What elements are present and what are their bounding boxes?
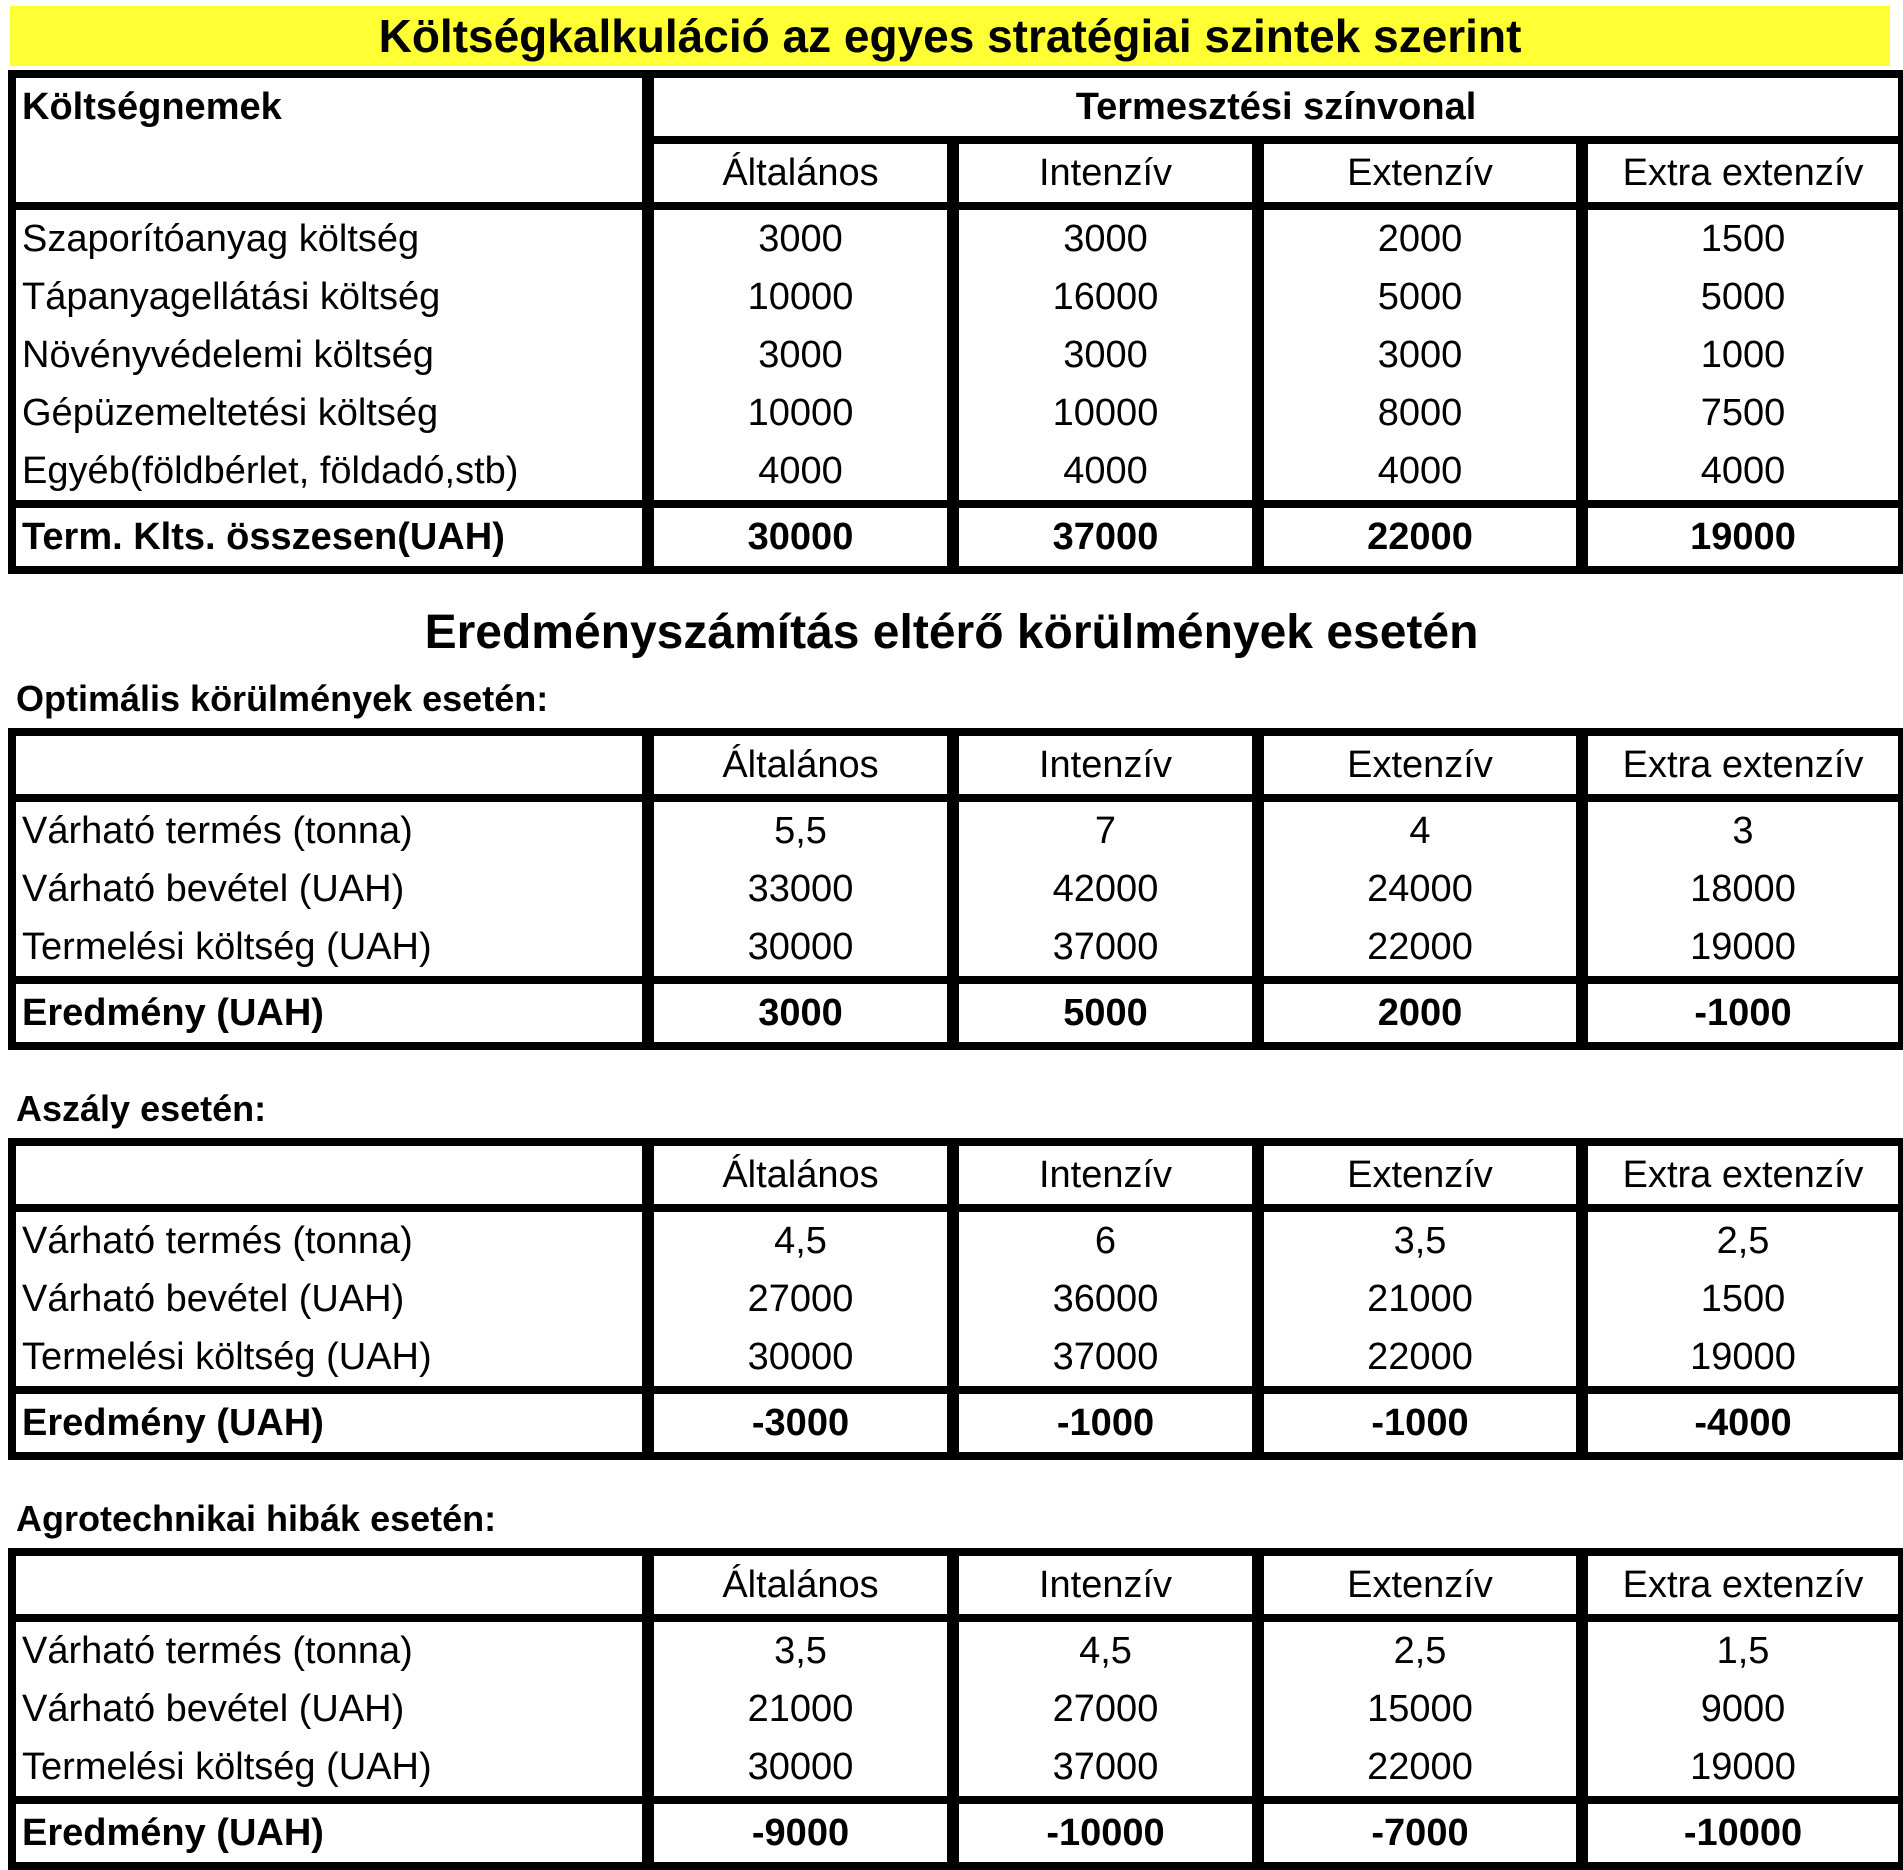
row-label: Várható bevétel (UAH) (22, 1278, 405, 1320)
cell-value: 3000 (1258, 326, 1582, 384)
results-heading: Eredményszámítás eltérő körülmények esetén (424, 606, 1479, 659)
cell-value: 4000 (1258, 442, 1582, 504)
table-row (12, 384, 1902, 442)
cell-value: -9000 (648, 1800, 953, 1866)
group-header: Termesztési színvonal (648, 74, 1902, 140)
cell-value: -1000 (1258, 1390, 1582, 1456)
result-row (12, 1390, 1902, 1456)
cell-value: -4000 (1582, 1390, 1902, 1456)
cell-value: 2000 (1258, 206, 1582, 268)
row-label: Term. Klts. összesen(UAH) (12, 504, 648, 570)
column-header: Extra extenzív (1582, 732, 1902, 798)
scenario-caption: Optimális körülmények esetén: (16, 678, 549, 719)
cell-value: 9000 (1582, 1680, 1902, 1738)
page-title: Költségkalkuláció az egyes stratégiai szintek szerint (10, 6, 1890, 66)
row-label: Szaporítóanyag költség (12, 206, 648, 268)
table-row (12, 918, 1902, 980)
cell-value: 4000 (953, 442, 1258, 504)
scenario-caption: Aszály esetén: (16, 1088, 267, 1129)
cell-value: -10000 (953, 1800, 1258, 1866)
column-header: Extenzív (1258, 1142, 1582, 1208)
cell-value: 3000 (648, 980, 953, 1046)
row-label: Várható termés (tonna) (12, 1618, 648, 1680)
cell-value: 30000 (648, 1738, 953, 1800)
cell-value: 6 (953, 1208, 1258, 1270)
cell-value: 15000 (1258, 1680, 1582, 1738)
table-row (12, 1738, 1902, 1800)
cell-value: 18000 (1582, 860, 1902, 918)
cell-value: 30000 (648, 918, 953, 980)
result-row (12, 1800, 1902, 1866)
column-header: Extenzív (1258, 1552, 1582, 1618)
table-row (12, 442, 1902, 504)
cell-value: 24000 (1258, 860, 1582, 918)
cell-value: 1500 (1582, 1270, 1902, 1328)
table-row (12, 860, 1902, 918)
table-row (12, 1208, 1902, 1270)
total-row (12, 504, 1902, 570)
cell-value: 37000 (953, 504, 1258, 570)
column-header: Intenzív (953, 1552, 1258, 1618)
cell-value: 5,5 (648, 798, 953, 860)
cell-value: 16000 (953, 268, 1258, 326)
cell-value: 21000 (648, 1680, 953, 1738)
cell-value: -3000 (648, 1390, 953, 1456)
cell-value: 10000 (953, 384, 1258, 442)
row-label: Gépüzemeltetési költség (22, 392, 439, 434)
cell-value: 36000 (953, 1270, 1258, 1328)
cell-value: 4000 (1582, 442, 1902, 504)
cell-value: 1,5 (1582, 1618, 1902, 1680)
row-label: Eredmény (UAH) (12, 980, 648, 1046)
cell-value: 4,5 (648, 1208, 953, 1270)
cell-value: 37000 (953, 1738, 1258, 1800)
cell-value: 1000 (1582, 326, 1902, 384)
table-row (12, 1270, 1902, 1328)
cell-value: 30000 (648, 504, 953, 570)
table-row (12, 268, 1902, 326)
column-header: Általános (648, 732, 953, 798)
cell-value: 21000 (1258, 1270, 1582, 1328)
column-header: Extra extenzív (1582, 1552, 1902, 1618)
cell-value: -7000 (1258, 1800, 1582, 1866)
scenario-table-agrotech-errors (8, 1548, 1903, 1870)
cell-value: 4 (1258, 798, 1582, 860)
row-label: Eredmény (UAH) (12, 1390, 648, 1456)
cell-value: 3 (1582, 798, 1902, 860)
cell-value: 27000 (648, 1270, 953, 1328)
cell-value: 3,5 (648, 1618, 953, 1680)
row-label: Eredmény (UAH) (12, 1800, 648, 1866)
row-label: Várható termés (tonna) (12, 1208, 648, 1270)
cell-value: 5000 (1582, 268, 1902, 326)
column-header: Intenzív (953, 140, 1258, 206)
column-header: Intenzív (953, 1142, 1258, 1208)
cell-value: 22000 (1258, 918, 1582, 980)
cell-value: -1000 (953, 1390, 1258, 1456)
cell-value: 3,5 (1258, 1208, 1582, 1270)
cell-value: 3000 (648, 206, 953, 268)
column-header: Általános (648, 140, 953, 206)
cell-value: 3000 (953, 206, 1258, 268)
table-row (12, 206, 1902, 268)
row-label: Növényvédelemi költség (22, 334, 434, 376)
empty-header-cell (12, 1142, 648, 1208)
cell-value: 2000 (1258, 980, 1582, 1046)
empty-header-cell (12, 732, 648, 798)
table-row (12, 1680, 1902, 1738)
cell-value: 19000 (1582, 1738, 1902, 1800)
cell-value: 22000 (1258, 504, 1582, 570)
table-row (12, 1328, 1902, 1390)
cell-value: 19000 (1582, 1328, 1902, 1390)
row-label: Tápanyagellátási költség (22, 276, 441, 318)
cell-value: 10000 (648, 384, 953, 442)
cell-value: 10000 (648, 268, 953, 326)
column-header: Általános (648, 1552, 953, 1618)
cell-value: 37000 (953, 918, 1258, 980)
cell-value: 33000 (648, 860, 953, 918)
cell-value: 5000 (953, 980, 1258, 1046)
cost-table (8, 70, 1903, 574)
row-label: Termelési költség (UAH) (22, 1746, 432, 1788)
row-label: Várható bevétel (UAH) (22, 868, 405, 910)
cell-value: -1000 (1582, 980, 1902, 1046)
cell-value: 5000 (1258, 268, 1582, 326)
column-header: Általános (648, 1142, 953, 1208)
cell-value: 22000 (1258, 1738, 1582, 1800)
cell-value: 7 (953, 798, 1258, 860)
column-header: Extra extenzív (1582, 1142, 1902, 1208)
row-header: Költségnemek (22, 86, 282, 128)
cell-value: 27000 (953, 1680, 1258, 1738)
column-header: Extenzív (1258, 140, 1582, 206)
result-row (12, 980, 1902, 1046)
scenario-table-optimal (8, 728, 1903, 1050)
cell-value: 42000 (953, 860, 1258, 918)
table-row (12, 1618, 1902, 1680)
column-header: Extenzív (1258, 732, 1582, 798)
cell-value: 2,5 (1582, 1208, 1902, 1270)
cell-value: 2,5 (1258, 1618, 1582, 1680)
cell-value: 3000 (648, 326, 953, 384)
cell-value: 4,5 (953, 1618, 1258, 1680)
cell-value: 7500 (1582, 384, 1902, 442)
scenario-table-drought (8, 1138, 1903, 1460)
column-header: Intenzív (953, 732, 1258, 798)
table-row (12, 798, 1902, 860)
row-label: Termelési költség (UAH) (22, 1336, 432, 1378)
scenario-caption: Agrotechnikai hibák esetén: (16, 1498, 497, 1539)
cell-value: 19000 (1582, 918, 1902, 980)
empty-header-cell (12, 1552, 648, 1618)
cell-value: 19000 (1582, 504, 1902, 570)
row-label: Egyéb(földbérlet, földadó,stb) (22, 450, 519, 492)
cell-value: -10000 (1582, 1800, 1902, 1866)
cell-value: 8000 (1258, 384, 1582, 442)
cell-value: 1500 (1582, 206, 1902, 268)
cell-value: 22000 (1258, 1328, 1582, 1390)
cell-value: 4000 (648, 442, 953, 504)
column-header: Extra extenzív (1582, 140, 1902, 206)
cell-value: 37000 (953, 1328, 1258, 1390)
row-label: Várható termés (tonna) (12, 798, 648, 860)
cell-value: 30000 (648, 1328, 953, 1390)
cell-value: 3000 (953, 326, 1258, 384)
row-label: Várható bevétel (UAH) (22, 1688, 405, 1730)
row-label: Termelési költség (UAH) (22, 926, 432, 968)
table-row (12, 326, 1902, 384)
